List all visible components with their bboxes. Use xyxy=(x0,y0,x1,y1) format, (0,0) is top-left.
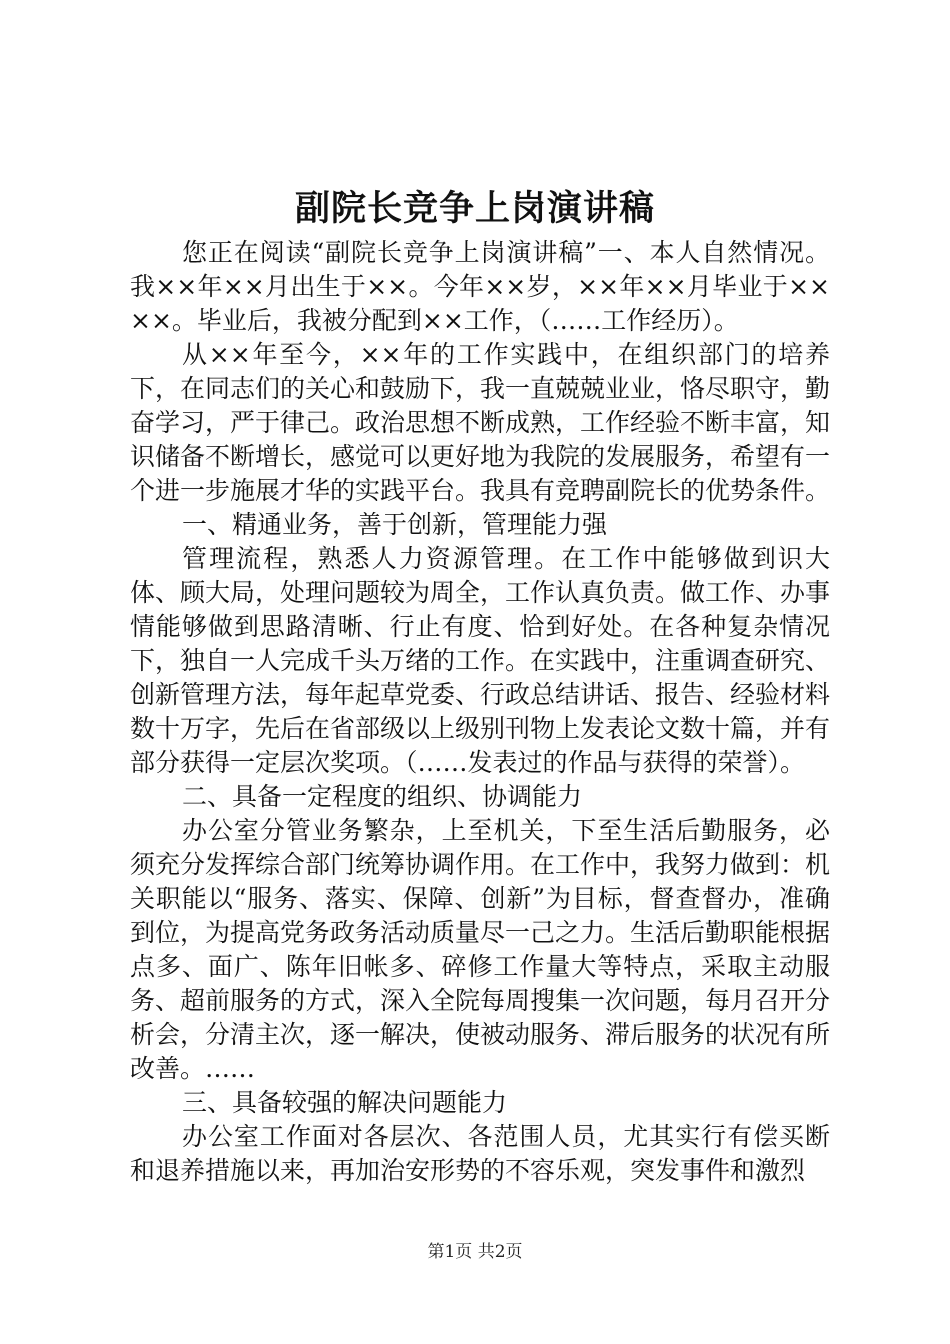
section-heading-3: 三、具备较强的解决问题能力 xyxy=(182,1088,508,1117)
paragraph-section-2: 办公室分管业务繁杂，上至机关，下至生活后勤服务，必须充分发挥综合部门统筹协调作用。在工作中，我努力做到：机关职能以“服务、落实、保障、创新”为目标，督查督办，准确到位，为提高党务政务活动质量尽一己之力。生活后勤职能根据点多、面广、陈年旧帐多、碎修工作量大等特点，采取主动服务、超前服务的方式，深入全院每周搜集一次问题，每月召开分析会，分清主次，逐一解决，使被动服务、滞后服务的状况有所改善。…… xyxy=(130,816,831,1083)
section-heading-1: 一、精通业务，善于创新，管理能力强 xyxy=(182,510,608,539)
document-body xyxy=(130,236,830,1188)
section-heading-2: 二、具备一定程度的组织、协调能力 xyxy=(182,782,583,811)
paragraph-section-3: 办公室工作面对各层次、各范围人员，尤其实行有偿买断和退养措施以来，再加治安形势的不容乐观，突发事件和激烈 xyxy=(130,1122,830,1185)
paragraph-intro: 您正在阅读“副院长竞争上岗演讲稿”一、本人自然情况。我××年××月出生于××。今年××岁，××年××月毕业于××××。毕业后，我被分配到××工作，（……工作经历）。 xyxy=(130,238,830,335)
page-footer: 第1页 共2页 xyxy=(427,1242,523,1262)
paragraph-section-1: 管理流程，熟悉人力资源管理。在工作中能够做到识大体、顾大局，处理问题较为周全，工作认真负责。做工作、办事情能够做到思路清晰、行止有度、恰到好处。在各种复杂情况下，独自一人完成千头万绪的工作。在实践中，注重调查研究、创新管理方法，每年起草党委、行政总结讲话、报告、经验材料数十万字，先后在省部级以上级别刊物上发表论文数十篇，并有部分获得一定层次奖项。（……发表过的作品与获得的荣誉）。 xyxy=(130,544,831,777)
paragraph-experience: 从××年至今，××年的工作实践中，在组织部门的培养下，在同志们的关心和鼓励下，我一直兢兢业业，恪尽职守，勤奋学习，严于律己。政治思想不断成熟，工作经验不断丰富，知识储备不断增长，感觉可以更好地为我院的发展服务，希望有一个进一步施展才华的实践平台。我具有竞聘副院长的优势条件。 xyxy=(130,340,831,505)
document-title: 副院长竞争上岗演讲稿 xyxy=(294,188,655,229)
